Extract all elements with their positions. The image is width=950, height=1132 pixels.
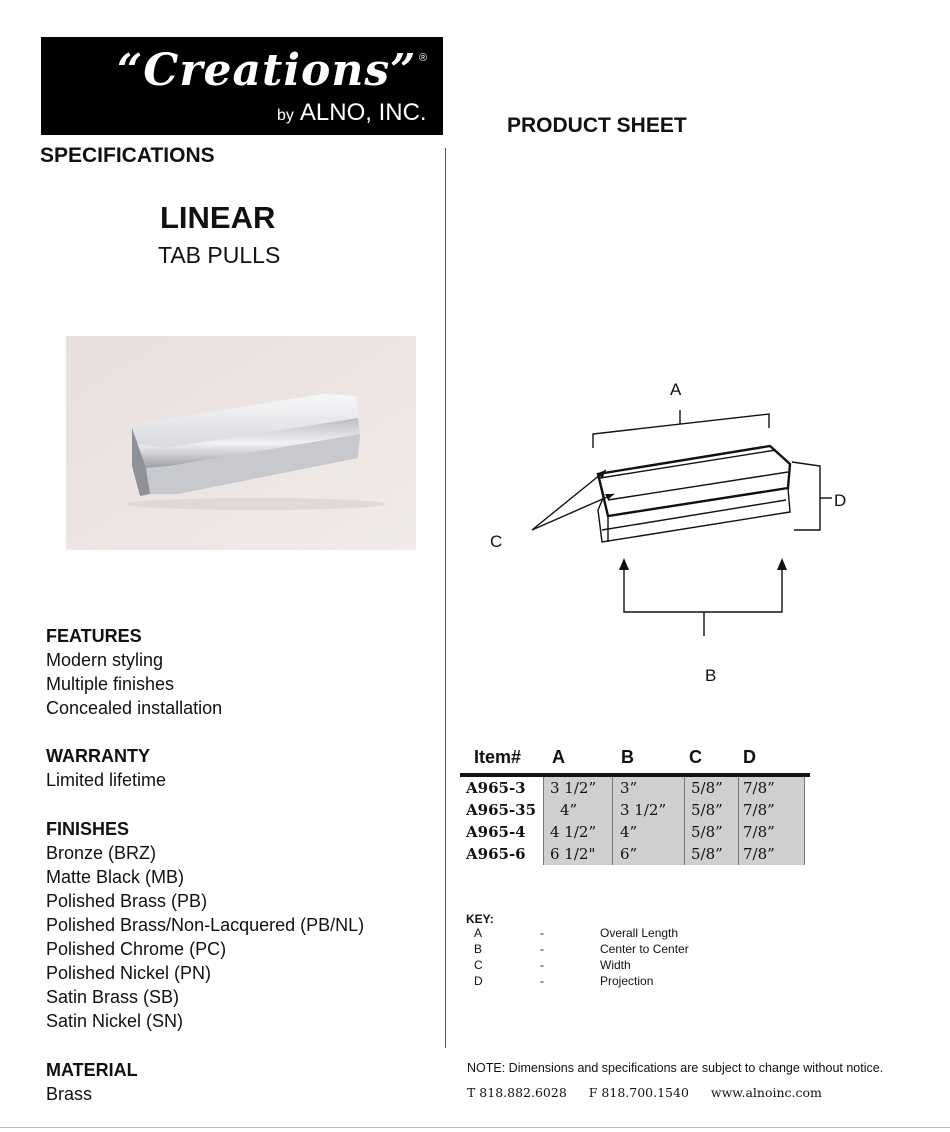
diagram-drawing bbox=[480, 370, 880, 700]
finishes-heading: FINISHES bbox=[46, 819, 130, 839]
finishes-item: Satin Brass (SB) bbox=[46, 987, 180, 1007]
key-dash: - bbox=[540, 974, 544, 988]
warranty-section bbox=[46, 744, 166, 792]
key-letter: C bbox=[474, 958, 483, 972]
key-meaning: Center to Center bbox=[600, 942, 689, 956]
cell-c: 5/8” bbox=[691, 823, 723, 841]
cell-d: 7/8” bbox=[743, 845, 775, 863]
key-dash: - bbox=[540, 926, 544, 940]
key-letter: A bbox=[474, 926, 483, 940]
diagram-label-a: A bbox=[670, 380, 682, 399]
cell-item: A965-6 bbox=[466, 845, 526, 863]
cell-item: A965-35 bbox=[466, 801, 537, 819]
product-subtitle: TAB PULLS bbox=[158, 242, 281, 268]
finishes-item: Polished Nickel (PN) bbox=[46, 963, 212, 983]
cell-d: 7/8” bbox=[743, 779, 775, 797]
finishes-item: Bronze (BRZ) bbox=[46, 843, 157, 863]
features-item: Modern styling bbox=[46, 650, 164, 670]
product-sheet-heading: PRODUCT SHEET bbox=[507, 114, 687, 137]
specifications-heading: SPECIFICATIONS bbox=[40, 144, 215, 167]
cell-a: 6 1/2" bbox=[550, 845, 596, 863]
cell-d: 7/8” bbox=[743, 823, 775, 841]
cell-a: 4 1/2” bbox=[550, 823, 597, 841]
phone-number: T 818.882.6028 bbox=[467, 1085, 567, 1100]
dimension-key bbox=[466, 912, 689, 990]
warranty-item: Limited lifetime bbox=[46, 770, 167, 790]
key-letter: D bbox=[474, 974, 483, 988]
finishes-item: Matte Black (MB) bbox=[46, 867, 185, 887]
cell-b: 6” bbox=[620, 845, 638, 863]
column-header-d: D bbox=[743, 747, 756, 767]
key-meaning: Width bbox=[600, 958, 631, 972]
key-row bbox=[466, 942, 689, 958]
cell-b: 3” bbox=[620, 779, 638, 797]
diagram-label-d: D bbox=[834, 491, 847, 510]
cell-item: A965-3 bbox=[466, 779, 526, 797]
features-item: Concealed installation bbox=[46, 698, 223, 718]
key-row bbox=[466, 958, 631, 974]
product-title: LINEAR bbox=[160, 200, 276, 235]
cell-a: 3 1/2” bbox=[550, 779, 597, 797]
material-heading: MATERIAL bbox=[46, 1060, 138, 1080]
column-divider bbox=[445, 148, 446, 1048]
cell-d: 7/8” bbox=[743, 801, 775, 819]
column-header-a: A bbox=[552, 747, 565, 767]
cell-a: 4” bbox=[560, 801, 578, 819]
key-meaning: Overall Length bbox=[600, 926, 679, 940]
features-section bbox=[46, 624, 222, 720]
column-separator bbox=[804, 777, 805, 865]
features-item: Multiple finishes bbox=[46, 674, 175, 694]
column-separator bbox=[612, 777, 613, 865]
key-letter: B bbox=[474, 942, 483, 956]
cell-b: 3 1/2” bbox=[620, 801, 667, 819]
material-section bbox=[46, 1058, 138, 1106]
dimension-diagram bbox=[480, 370, 880, 700]
cell-b: 4” bbox=[620, 823, 638, 841]
column-separator bbox=[684, 777, 685, 865]
finishes-item: Polished Brass (PB) bbox=[46, 891, 208, 911]
logo-company-line bbox=[277, 99, 427, 127]
column-header-c: C bbox=[689, 747, 702, 767]
disclaimer-note: NOTE: Dimensions and specifications are subject to change without notice. bbox=[467, 1061, 884, 1075]
key-meaning: Projection bbox=[600, 974, 654, 988]
table-header bbox=[460, 745, 810, 773]
dimension-table bbox=[460, 745, 810, 865]
diagram-label-b: B bbox=[705, 666, 717, 685]
warranty-heading: WARRANTY bbox=[46, 746, 150, 766]
features-heading: FEATURES bbox=[46, 626, 142, 646]
logo-company-name: ALNO, INC. bbox=[299, 99, 427, 126]
column-header-b: B bbox=[621, 747, 634, 767]
footer-divider bbox=[0, 1127, 950, 1128]
diagram-label-c: C bbox=[490, 532, 503, 551]
material-item: Brass bbox=[46, 1084, 93, 1104]
cell-c: 5/8” bbox=[691, 779, 723, 797]
fax-number: F 818.700.1540 bbox=[588, 1085, 689, 1100]
key-heading: KEY: bbox=[466, 912, 494, 926]
finishes-item: Polished Chrome (PC) bbox=[46, 939, 227, 959]
finishes-item: Satin Nickel (SN) bbox=[46, 1011, 184, 1031]
key-row bbox=[466, 974, 654, 990]
registered-mark: ® bbox=[419, 52, 428, 64]
logo-script-text: “Creations” bbox=[117, 45, 417, 96]
product-photo bbox=[66, 336, 416, 550]
cell-c: 5/8” bbox=[691, 801, 723, 819]
column-separator bbox=[738, 777, 739, 865]
cell-c: 5/8” bbox=[691, 845, 723, 863]
company-logo bbox=[41, 37, 443, 135]
cell-item: A965-4 bbox=[466, 823, 526, 841]
website-link[interactable]: www.alnoinc.com bbox=[710, 1085, 822, 1100]
table-body bbox=[460, 777, 810, 865]
finishes-item: Polished Brass/Non-Lacquered (PB/NL) bbox=[46, 915, 365, 935]
finishes-section bbox=[46, 817, 364, 1033]
key-dash: - bbox=[540, 958, 544, 972]
key-dash: - bbox=[540, 942, 544, 956]
contact-line bbox=[467, 1085, 840, 1100]
column-separator bbox=[543, 777, 544, 865]
logo-by: by bbox=[277, 107, 294, 124]
column-header-item: Item# bbox=[474, 747, 522, 767]
key-row bbox=[466, 926, 679, 942]
